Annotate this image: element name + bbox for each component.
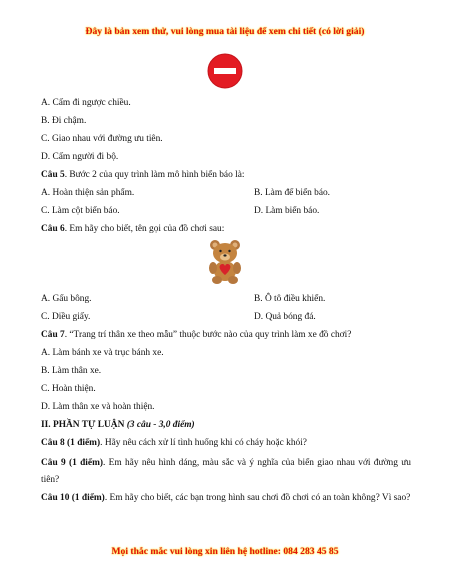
q4-option-b: B. Đi chậm. (41, 116, 87, 126)
q5-option-d: D. Làm biển báo. (254, 206, 320, 216)
question-5-text: . Bước 2 của quy trình làm mô hình biển báo là: (64, 170, 245, 180)
q7-option-a: A. Làm bánh xe và trục bánh xe. (41, 348, 164, 358)
teddy-bear-image (206, 239, 244, 285)
q6-option-b: B. Ô tô điều khiển. (254, 294, 326, 304)
question-7-text: . “Trang trí thân xe theo mẫu” thuộc bước nào của quy trình làm xe đồ chơi? (64, 330, 352, 340)
no-entry-sign-icon (207, 53, 243, 89)
q4-option-c: C. Giao nhau với đường ưu tiên. (41, 134, 163, 144)
hotline-notice: Mọi thắc mắc vui lòng xin liên hệ hotline: 084 283 45 85 (111, 546, 339, 557)
question-10-text: . Em hãy cho biết, các bạn trong hình sau chơi đồ chơi có an toàn không? Vì sao? (104, 493, 411, 503)
question-8 (41, 437, 307, 449)
question-9-text: . Em hãy nêu hình dáng, màu sắc và ý nghĩa của biển giao nhau với đường ưu tiên? (41, 458, 411, 485)
q6-option-d: D. Quả bóng đá. (254, 312, 316, 322)
q5-option-a: A. Hoàn thiện sản phẩm. (41, 188, 135, 198)
question-7 (41, 329, 351, 341)
question-6-text: . Em hãy cho biết, tên gọi của đồ chơi sau: (64, 224, 225, 234)
preview-notice: Đây là bản xem thử, vui lòng mua tài liệu để xem chi tiết (có lời giải) (85, 26, 365, 37)
question-10-label: Câu 10 (1 điểm) (41, 493, 105, 503)
question-6-label: Câu 6 (41, 224, 65, 234)
section-2-heading (41, 419, 195, 431)
question-9-label: Câu 9 (1 điểm) (41, 458, 103, 468)
q4-option-d: D. Cấm người đi bộ. (41, 152, 119, 162)
q5-option-c: C. Làm cột biển báo. (41, 206, 120, 216)
question-7-label: Câu 7 (41, 330, 65, 340)
question-5 (41, 169, 245, 181)
question-5-label: Câu 5 (41, 170, 65, 180)
q6-option-a: A. Gấu bông. (41, 294, 92, 304)
q5-option-b: B. Làm đế biển báo. (254, 188, 331, 198)
question-8-text: . Hãy nêu cách xử lí tình huống khi có cháy hoặc khói? (100, 438, 307, 448)
q4-option-a: A. Cấm đi ngược chiều. (41, 98, 131, 108)
q7-option-b: B. Làm thân xe. (41, 366, 102, 376)
q6-option-c: C. Diều giấy. (41, 312, 91, 322)
question-9 (41, 455, 411, 489)
question-10 (41, 490, 411, 507)
q7-option-c: C. Hoàn thiện. (41, 384, 96, 394)
question-6 (41, 223, 224, 235)
section-2-note: (3 câu - 3,0 điểm) (126, 420, 195, 430)
section-2-title: II. PHẦN TỰ LUẬN (41, 420, 127, 430)
q7-option-d: D. Làm thân xe và hoàn thiện. (41, 402, 155, 412)
question-8-label: Câu 8 (1 điểm) (41, 438, 101, 448)
